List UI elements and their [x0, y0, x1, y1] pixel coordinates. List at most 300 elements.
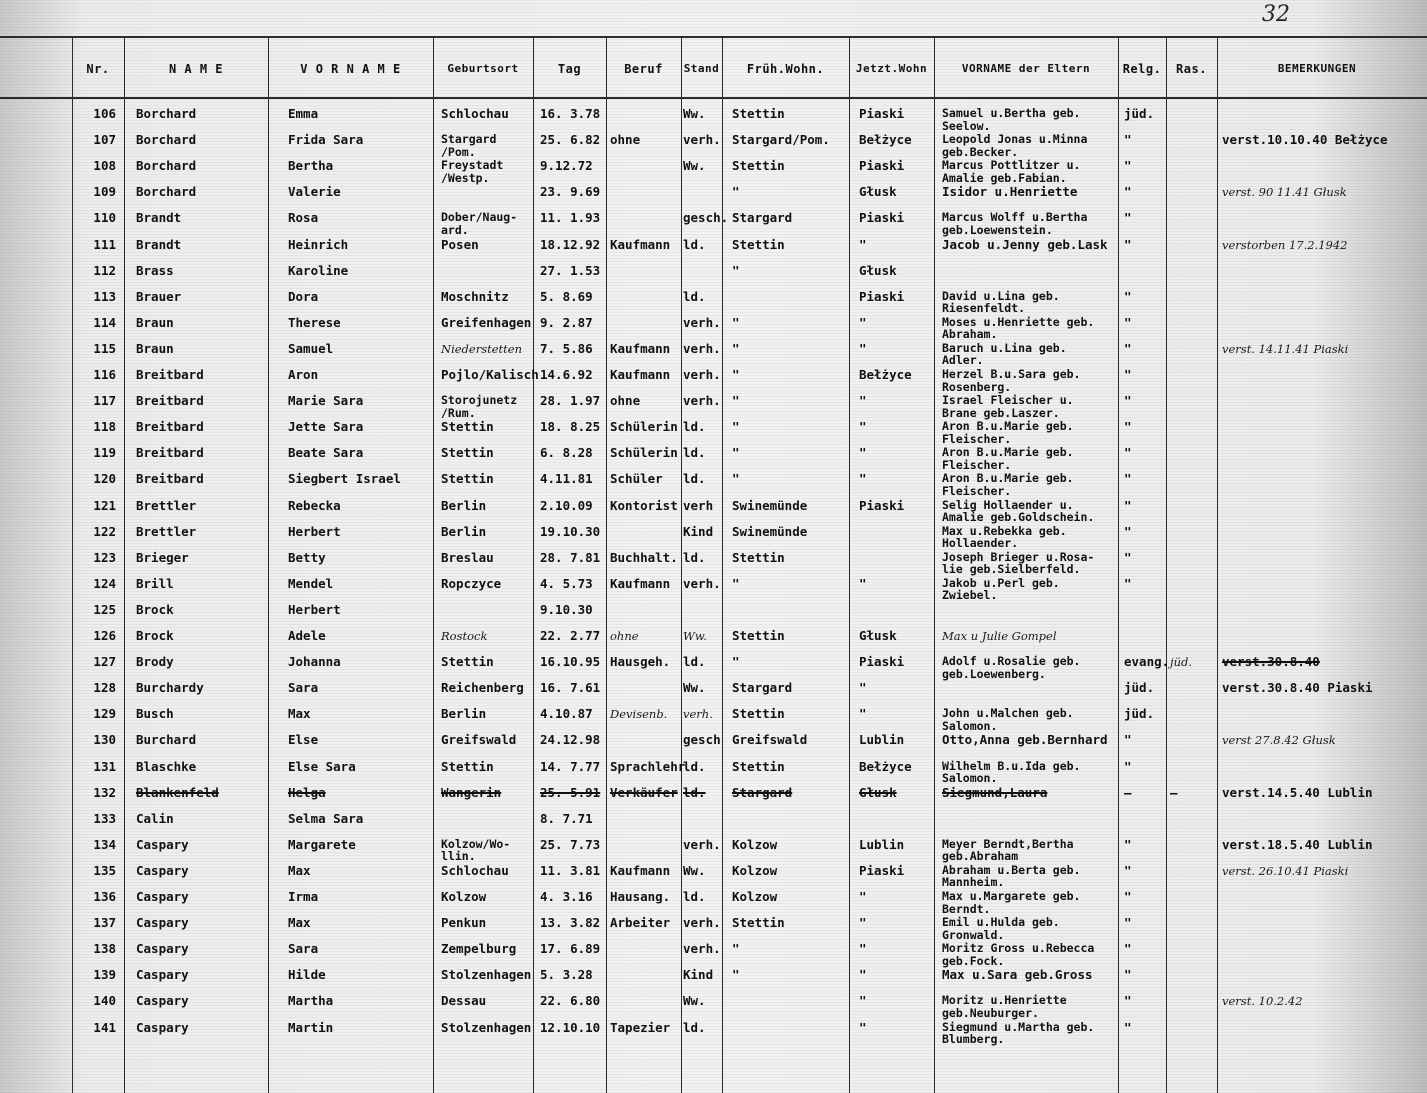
cell-geburtsort: Berlin: [441, 497, 487, 513]
cell-beruf: ohne: [610, 629, 639, 643]
cell-stand: ld.: [683, 1019, 706, 1035]
cell-geburtsort: Niederstetten: [441, 341, 522, 356]
cell-beruf: Kaufmann: [610, 236, 671, 252]
cell-nr: 134: [93, 836, 116, 852]
cell-nr: 108: [93, 158, 116, 174]
cell-tag: 6. 8.28: [540, 445, 593, 461]
cell-vorname: Karoline: [288, 262, 349, 278]
cell-tag: 24.12.98: [540, 732, 601, 748]
cell-name: Burchard: [136, 732, 197, 748]
cell-eltern: Israel Fleischer u. Brane geb.Laszer.: [942, 393, 1074, 420]
cell-jetzt: ": [859, 445, 867, 461]
cell-eltern: Siegmund,Laura: [942, 784, 1048, 800]
cell-jetzt: Bełżyce: [859, 758, 912, 774]
cell-tag: 2.10.09: [540, 497, 593, 513]
cell-frueh: ": [732, 941, 740, 957]
cell-geburtsort: Ropczyce: [441, 575, 502, 591]
cell-beruf: Schülerin: [610, 445, 678, 461]
cell-bem: verst.10.10.40 Bełżyce: [1222, 132, 1388, 148]
cell-vorname: Rosa: [288, 210, 319, 226]
cell-tag: 28. 7.81: [540, 549, 601, 565]
cell-tag: 18.12.92: [540, 236, 601, 252]
cell-eltern: Abraham u.Berta geb. Mannheim.: [942, 862, 1081, 890]
cell-frueh: Stargard: [732, 784, 793, 800]
cell-vorname: Siegbert Israel: [288, 471, 401, 487]
cell-relg: ": [1124, 210, 1132, 226]
cell-eltern: Baruch u.Lina geb. Adler.: [942, 340, 1067, 368]
cell-tag: 11. 3.81: [540, 862, 601, 878]
cell-name: Calin: [136, 810, 174, 826]
table-row: [0, 368, 1427, 394]
cell-relg: ": [1124, 1019, 1132, 1035]
cell-beruf: Buchhalt.: [610, 549, 678, 565]
cell-nr: 129: [93, 706, 116, 722]
table-row: [0, 316, 1427, 342]
header-nr: Nr.: [86, 62, 110, 76]
cell-vorname: Hilde: [288, 967, 326, 983]
table-row: [0, 420, 1427, 446]
table-row: [0, 629, 1427, 655]
cell-relg: ": [1124, 523, 1132, 539]
cell-eltern: Emil u.Hulda geb. Gronwald.: [942, 915, 1060, 942]
cell-geburtsort: Schlochau: [441, 106, 509, 121]
cell-vorname: Mendel: [288, 575, 334, 591]
cell-jetzt: Bełżyce: [859, 132, 912, 148]
header-name: N A M E: [168, 62, 224, 76]
top-rule: [0, 36, 1427, 38]
cell-eltern: David u.Lina geb. Riesenfeldt.: [942, 288, 1060, 316]
table-row: [0, 551, 1427, 577]
cell-frueh: ": [732, 654, 740, 670]
table-row: [0, 916, 1427, 942]
table-row: [0, 211, 1427, 237]
cell-geburtsort: Dessau: [441, 993, 487, 1009]
cell-nr: 112: [93, 262, 116, 278]
cell-vorname: Adele: [288, 628, 326, 643]
cell-name: Braun: [136, 340, 174, 356]
cell-stand: Ww.: [683, 106, 706, 121]
cell-stand: verh.: [683, 836, 721, 852]
cell-jetzt: Piaski: [859, 497, 905, 513]
cell-relg: —: [1124, 784, 1132, 800]
cell-tag: 11. 1.93: [540, 210, 601, 226]
cell-jetzt: ": [859, 575, 867, 591]
cell-eltern: Wilhelm B.u.Ida geb. Salomon.: [942, 758, 1081, 785]
cell-nr: 133: [93, 810, 116, 826]
cell-relg: ": [1124, 758, 1132, 774]
cell-nr: 125: [93, 601, 116, 617]
cell-beruf: Schülerin: [610, 419, 678, 435]
cell-vorname: Herbert: [288, 523, 341, 539]
cell-stand: ld.: [683, 889, 706, 904]
cell-jetzt: Piaski: [859, 288, 905, 304]
header-stand: Stand: [683, 62, 720, 75]
cell-tag: 23. 9.69: [540, 184, 601, 200]
cell-geburtsort: Rostock: [441, 629, 488, 643]
cell-jetzt: Głusk: [859, 628, 897, 643]
cell-vorname: Max: [288, 915, 311, 931]
cell-eltern: Leopold Jonas u.Minna geb.Becker.: [942, 132, 1088, 159]
cell-beruf: Devisenb.: [610, 707, 668, 722]
cell-jetzt: ": [859, 236, 867, 252]
cell-geburtsort: Dober/Naug- ard.: [441, 210, 518, 237]
cell-stand: Ww.: [683, 629, 707, 643]
cell-nr: 128: [93, 680, 116, 696]
cell-tag: 12.10.10: [540, 1019, 601, 1035]
cell-relg: ": [1124, 836, 1132, 852]
table-row: [0, 968, 1427, 994]
cell-name: Brock: [136, 601, 174, 617]
cell-stand: verh.: [683, 367, 721, 382]
cell-name: Caspary: [136, 889, 189, 904]
table-row: [0, 499, 1427, 525]
cell-stand: Ww.: [683, 680, 706, 696]
cell-relg: ": [1124, 158, 1132, 174]
table-row: [0, 864, 1427, 890]
cell-frueh: ": [732, 393, 740, 409]
cell-name: Caspary: [136, 1019, 189, 1035]
cell-geburtsort: Berlin: [441, 706, 487, 722]
cell-nr: 130: [93, 732, 116, 748]
cell-relg: ": [1124, 732, 1132, 748]
cell-vorname: Beate Sara: [288, 445, 364, 461]
cell-eltern: John u.Malchen geb. Salomon.: [942, 706, 1074, 733]
cell-beruf: Kaufmann: [610, 862, 671, 878]
cell-tag: 27. 1.53: [540, 262, 601, 278]
cell-tag: 22. 2.77: [540, 628, 601, 643]
cell-name: Brandt: [136, 236, 182, 252]
cell-name: Burchardy: [136, 680, 204, 696]
cell-tag: 28. 1.97: [540, 393, 601, 409]
cell-relg: ": [1124, 184, 1132, 200]
cell-eltern: Siegmund u.Martha geb. Blumberg.: [942, 1019, 1095, 1046]
cell-relg: ": [1124, 393, 1132, 409]
cell-nr: 118: [93, 419, 116, 435]
cell-geburtsort: Posen: [441, 236, 479, 252]
cell-nr: 122: [93, 523, 116, 539]
cell-jetzt: Głusk: [859, 262, 897, 278]
cell-frueh: Swinemünde: [732, 523, 808, 539]
cell-vorname: Aron: [288, 367, 319, 382]
cell-beruf: Kaufmann: [610, 575, 671, 591]
cell-frueh: ": [732, 471, 740, 487]
table-row: [0, 446, 1427, 472]
cell-vorname: Max: [288, 862, 311, 878]
cell-name: Caspary: [136, 941, 189, 957]
cell-name: Borchard: [136, 184, 197, 200]
cell-relg: ": [1124, 549, 1132, 565]
cell-eltern: Moritz u.Henriette geb.Neuburger.: [942, 993, 1067, 1020]
cell-tag: 4.11.81: [540, 471, 593, 487]
cell-nr: 131: [93, 758, 116, 774]
table-row: [0, 942, 1427, 968]
cell-jetzt: ": [859, 993, 867, 1009]
cell-name: Caspary: [136, 993, 189, 1009]
cell-tag: 13. 3.82: [540, 915, 601, 931]
cell-stand: verh.: [683, 393, 721, 409]
cell-tag: 14. 7.77: [540, 758, 601, 774]
cell-geburtsort: Schlochau: [441, 862, 509, 878]
cell-vorname: Marie Sara: [288, 393, 364, 409]
cell-relg: ": [1124, 862, 1132, 878]
cell-name: Brock: [136, 628, 174, 643]
cell-jetzt: ": [859, 915, 867, 931]
cell-bem: verst 27.8.42 Głusk: [1222, 733, 1336, 748]
cell-tag: 16.10.95: [540, 654, 601, 670]
cell-nr: 121: [93, 497, 116, 513]
cell-relg: evang.: [1124, 654, 1170, 670]
cell-vorname: Jette Sara: [288, 419, 364, 435]
cell-eltern: Joseph Brieger u.Rosa- lie geb.Sielberfeld.: [942, 549, 1095, 577]
table-row: [0, 812, 1427, 838]
cell-name: Blaschke: [136, 758, 197, 774]
cell-vorname: Emma: [288, 106, 319, 121]
cell-geburtsort: Pojlo/Kalisch: [441, 367, 539, 382]
cell-beruf: Schüler: [610, 471, 663, 487]
table-row: [0, 133, 1427, 159]
cell-beruf: Tapezier: [610, 1019, 671, 1035]
cell-name: Brass: [136, 262, 174, 278]
cell-nr: 116: [93, 367, 116, 382]
table-row: [0, 342, 1427, 368]
cell-eltern: Jakob u.Perl geb. Zwiebel.: [942, 575, 1060, 603]
cell-geburtsort: Kolzow: [441, 889, 487, 904]
cell-jetzt: ": [859, 393, 867, 409]
header-jetztwohn: Jetzt.Wohn: [855, 62, 928, 75]
cell-nr: 111: [93, 236, 116, 252]
cell-nr: 109: [93, 184, 116, 200]
cell-nr: 127: [93, 654, 116, 670]
cell-eltern: Aron B.u.Marie geb. Fleischer.: [942, 445, 1074, 472]
cell-geburtsort: Greifenhagen: [441, 314, 532, 330]
cell-tag: 4. 3.16: [540, 889, 593, 904]
table-row: [0, 838, 1427, 864]
cell-frueh: Stettin: [732, 628, 785, 643]
cell-name: Caspary: [136, 967, 189, 983]
cell-frueh: Stettin: [732, 549, 785, 565]
cell-relg: ": [1124, 314, 1132, 330]
cell-stand: verh.: [683, 340, 721, 356]
cell-eltern: Otto,Anna geb.Bernhard: [942, 732, 1108, 748]
cell-frueh: ": [732, 314, 740, 330]
cell-geburtsort: Penkun: [441, 915, 487, 931]
cell-nr: 120: [93, 471, 116, 487]
table-row: [0, 525, 1427, 551]
cell-jetzt: ": [859, 340, 867, 356]
cell-name: Brandt: [136, 210, 182, 226]
cell-geburtsort: Reichenberg: [441, 680, 524, 696]
header-relg: Relg.: [1122, 62, 1162, 76]
cell-tag: 7. 5.86: [540, 340, 593, 356]
cell-stand: ld.: [683, 445, 706, 461]
cell-jetzt: ": [859, 419, 867, 435]
cell-geburtsort: Stettin: [441, 419, 494, 435]
cell-frueh: Stargard: [732, 680, 793, 696]
cell-stand: ld.: [683, 236, 706, 252]
table-row: [0, 1021, 1427, 1047]
cell-relg: ": [1124, 419, 1132, 435]
cell-vorname: Else: [288, 732, 319, 748]
cell-name: Breitbard: [136, 367, 204, 382]
cell-eltern: Meyer Berndt,Bertha geb.Abraham: [942, 836, 1074, 864]
cell-vorname: Sara: [288, 680, 319, 696]
cell-frueh: Stargard: [732, 210, 793, 226]
cell-vorname: Herbert: [288, 601, 341, 617]
cell-frueh: ": [732, 184, 740, 200]
header-ras: Ras.: [1176, 62, 1207, 76]
cell-bem: verst. 10.2.42: [1222, 994, 1303, 1009]
cell-frueh: ": [732, 419, 740, 435]
cell-tag: 25. 6.82: [540, 132, 601, 148]
cell-stand: gesch: [683, 732, 721, 748]
cell-relg: ": [1124, 497, 1132, 513]
cell-stand: ld.: [683, 758, 706, 774]
cell-bem: verst.18.5.40 Lublin: [1222, 836, 1373, 852]
cell-tag: 5. 3.28: [540, 967, 593, 983]
header-eltern: VORNAME der Eltern: [961, 62, 1091, 75]
cell-name: Brettler: [136, 523, 197, 539]
cell-tag: 17. 6.89: [540, 941, 601, 957]
cell-stand: Ww.: [683, 862, 706, 878]
cell-relg: ": [1124, 967, 1132, 983]
cell-tag: 16. 7.61: [540, 680, 601, 696]
cell-frueh: Kolzow: [732, 889, 778, 904]
cell-name: Caspary: [136, 915, 189, 931]
cell-stand: ld.: [683, 654, 706, 670]
header-fruehwohn: Früh.Wohn.: [746, 62, 825, 76]
cell-relg: ": [1124, 889, 1132, 904]
cell-jetzt: ": [859, 314, 867, 330]
cell-beruf: ohne: [610, 393, 641, 409]
cell-frueh: ": [732, 445, 740, 461]
cell-stand: Ww.: [683, 158, 706, 174]
table-row: [0, 733, 1427, 759]
cell-geburtsort: Wangerin: [441, 784, 502, 800]
cell-geburtsort: Kolzow/Wo- llin.: [441, 836, 511, 864]
cell-geburtsort: Freystadt /Westp.: [441, 158, 504, 185]
cell-relg: ": [1124, 236, 1132, 252]
cell-beruf: Kontorist: [610, 497, 678, 513]
cell-bem: verst.30.8.40 Piaski: [1222, 680, 1373, 696]
cell-vorname: Else Sara: [288, 758, 356, 774]
cell-eltern: Samuel u.Bertha geb. Seelow.: [942, 106, 1081, 133]
cell-vorname: Sara: [288, 941, 319, 957]
cell-nr: 140: [93, 993, 116, 1009]
table-row: [0, 185, 1427, 211]
cell-eltern: Aron B.u.Marie geb. Fleischer.: [942, 419, 1074, 446]
cell-vorname: Dora: [288, 288, 319, 304]
cell-stand: ld.: [683, 419, 706, 435]
cell-tag: 9.10.30: [540, 601, 593, 617]
cell-vorname: Martha: [288, 993, 334, 1009]
cell-relg: ": [1124, 445, 1132, 461]
cell-tag: 25. 7.73: [540, 836, 601, 852]
cell-beruf: Arbeiter: [610, 915, 671, 931]
cell-stand: Ww.: [683, 993, 706, 1009]
cell-nr: 132: [93, 784, 116, 800]
cell-geburtsort: Stargard /Pom.: [441, 132, 497, 159]
cell-eltern: Max u.Margarete geb. Berndt.: [942, 889, 1081, 916]
cell-vorname: Heinrich: [288, 236, 349, 252]
cell-geburtsort: Moschnitz: [441, 288, 509, 304]
table-row: [0, 472, 1427, 498]
cell-jetzt: ": [859, 471, 867, 487]
cell-beruf: Verkäufer: [610, 784, 678, 800]
cell-relg: ": [1124, 132, 1132, 148]
cell-tag: 4.10.87: [540, 706, 593, 722]
cell-bem: verst.30.8.40: [1222, 654, 1320, 670]
cell-geburtsort: Breslau: [441, 549, 494, 565]
cell-eltern: Isidor u.Henriette: [942, 184, 1078, 200]
cell-jetzt: ": [859, 706, 867, 722]
cell-frueh: ": [732, 367, 740, 382]
cell-beruf: ohne: [610, 132, 641, 148]
cell-nr: 107: [93, 132, 116, 148]
cell-frueh: Kolzow: [732, 862, 778, 878]
cell-frueh: ": [732, 262, 740, 278]
cell-frueh: Swinemünde: [732, 497, 808, 513]
cell-eltern: Max u.Sara geb.Gross: [942, 967, 1093, 983]
cell-eltern: Adolf u.Rosalie geb. geb.Loewenberg.: [942, 654, 1081, 681]
cell-frueh: ": [732, 967, 740, 983]
cell-stand: verh.: [683, 132, 721, 148]
cell-eltern: Marcus Wolff u.Bertha geb.Loewenstein.: [942, 210, 1088, 237]
cell-geburtsort: Stolzenhagen: [441, 1019, 532, 1035]
cell-eltern: Selig Hollaender u. Amalie geb.Goldschein.: [942, 497, 1095, 524]
table-row: [0, 655, 1427, 681]
cell-stand: verh.: [683, 707, 713, 722]
cell-tag: 16. 3.78: [540, 106, 601, 121]
cell-nr: 135: [93, 862, 116, 878]
cell-eltern: Moritz Gross u.Rebecca geb.Fock.: [942, 941, 1095, 968]
cell-jetzt: Bełżyce: [859, 367, 912, 382]
header-geburtsort: Geburtsort: [447, 62, 519, 75]
cell-nr: 117: [93, 393, 116, 409]
cell-name: Busch: [136, 706, 174, 722]
table-row: [0, 394, 1427, 420]
cell-beruf: Hausgeh.: [610, 654, 671, 670]
table-row: [0, 577, 1427, 603]
cell-vorname: Frida Sara: [288, 132, 364, 148]
cell-beruf: Hausang.: [610, 889, 671, 904]
cell-stand: verh: [683, 497, 714, 513]
cell-relg: ": [1124, 367, 1132, 382]
cell-name: Borchard: [136, 158, 197, 174]
cell-frueh: Stettin: [732, 158, 785, 174]
cell-nr: 113: [93, 288, 116, 304]
cell-jetzt: ": [859, 889, 867, 904]
table-row: [0, 107, 1427, 133]
cell-stand: Kind: [683, 523, 714, 539]
cell-name: Brieger: [136, 549, 189, 565]
cell-geburtsort: Stettin: [441, 471, 494, 487]
cell-geburtsort: Stettin: [441, 445, 494, 461]
cell-name: Brody: [136, 654, 174, 670]
cell-tag: 9. 2.87: [540, 314, 593, 330]
cell-vorname: Max: [288, 706, 311, 722]
table-row: [0, 603, 1427, 629]
cell-frueh: Stargard/Pom.: [732, 132, 830, 148]
cell-jetzt: Głusk: [859, 784, 897, 800]
cell-frueh: ": [732, 340, 740, 356]
cell-jetzt: ": [859, 941, 867, 957]
cell-tag: 8. 7.71: [540, 810, 593, 826]
cell-stand: verh.: [683, 941, 721, 957]
cell-stand: ld.: [683, 784, 706, 800]
cell-stand: verh.: [683, 314, 721, 330]
cell-name: Caspary: [136, 836, 189, 852]
cell-beruf: Sprachlehr: [610, 758, 686, 774]
